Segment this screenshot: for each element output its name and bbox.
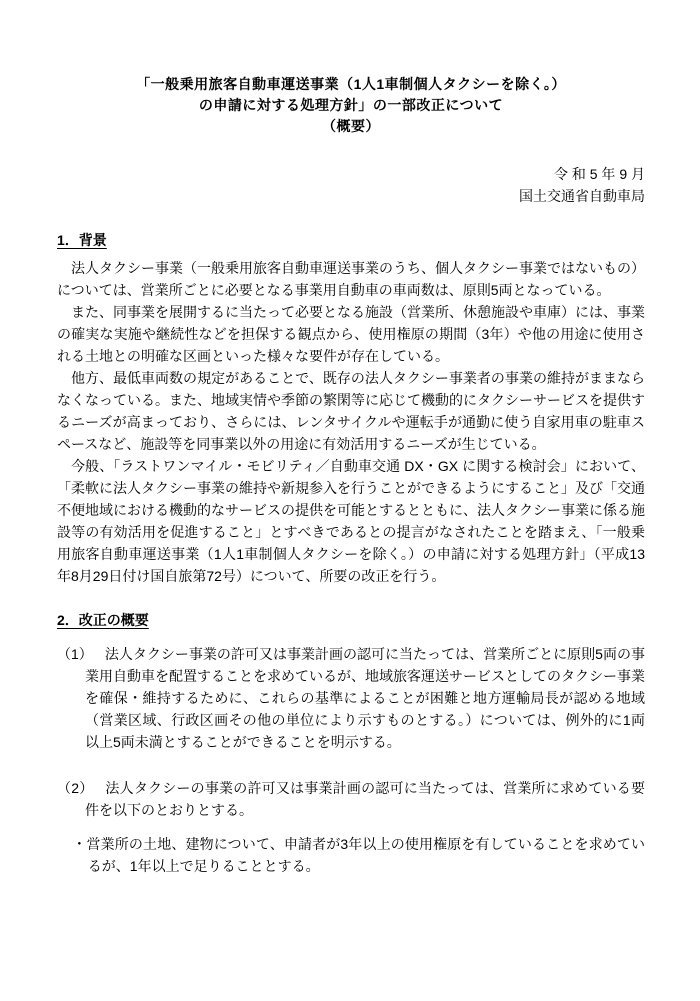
numbered-item-2-text: 法人タクシーの事業の許可又は事業計画の認可に当たっては、営業所に求めている要件を以下のとおりとする。 — [85, 780, 645, 818]
numbered-item-1-text: 法人タクシー事業の許可又は事業計画の認可に当たっては、営業所ごとに原則5両の事業用自動車を配置することを求めているが、地域旅客運送サービスとしてのタクシー事業を確保・維持するために、これらの基準によることが困難と地方運輸局長が認める地域（営業区域、行政区画その他の単位により示すものとする。）については、例外的に1両以上5両未満とすることができることを明示する。 — [85, 646, 645, 750]
byline-block — [57, 163, 645, 207]
background-paragraph-3: 他方、最低車両数の規定があることで、既存の法人タクシー事業者の事業の維持がままならなくなっている。また、地域実情や季節の繁閑等に応じて機動的にタクシーサービスを提供するニーズが高まっており、さらには、レンタサイクルや運転手が通勤に使う自家用車の駐車スペースなど、施設等を同事業以外の用途に有効活用するニーズが生じている。 — [57, 370, 645, 452]
section1-heading — [57, 229, 645, 251]
background-paragraph-1: 法人タクシー事業（一般乗用旅客自動車運送事業のうち、個人タクシー事業ではないもの）については、営業所ごとに必要となる事業用自動車の車両数は、原則5両となっている。 — [57, 260, 645, 298]
document-date: 令 和 5 年 9 月 — [553, 166, 645, 182]
document-title — [57, 74, 645, 137]
numbered-item-1-label: （1） — [57, 646, 93, 662]
numbered-item-1 — [57, 643, 645, 753]
title-line-2: の申請に対する処理方針」の一部改正について — [198, 97, 504, 113]
background-paragraph-2: また、同事業を展開するに当たって必要となる施設（営業所、休憩施設や車庫）には、事業の確実な実施や継続性などを担保する観点から、使用権原の期間（3年）や他の用途に使用される土地との明確な区画といった様々な要件が存在している。 — [57, 304, 645, 364]
bullet-item-1: ・営業所の土地、建物について、申請者が3年以上の使用権原を有していることを求めているが、1年以上で足りることとする。 — [72, 836, 645, 874]
section-background — [57, 229, 645, 587]
background-paragraph-4: 今般、「ラストワンマイル・モビリティ／自動車交通 DX・GX に関する検討会」において、「柔軟に法人タクシー事業の維持や新規参入を行うことができるようにすること」及び「交通不便地域における機動的なサービスの提供を可能とするとともに、法人タクシー事業に係る施設等の有効活用を促進すること」とすべきであるとの提言がなされたことを踏まえ、「一般乗用旅客自動車運送事業（1人1車制個人タクシーを除く。）の申請に対する処理方針」（平成13年8月29日付け国自旅第72号）について、所要の改正を行う。 — [57, 458, 645, 584]
document-agency: 国土交通省自動車局 — [519, 188, 645, 204]
section2-heading-text: 2．改正の概要 — [57, 612, 149, 628]
section1-heading-text: 1．背景 — [57, 232, 107, 248]
title-line-1: 「一般乗用旅客自動車運送事業（1人1車制個人タクシーを除く。） — [136, 76, 566, 92]
section2-heading — [57, 609, 645, 631]
numbered-item-2 — [57, 777, 645, 821]
section-revision-outline — [57, 609, 645, 877]
numbered-item-2-label: （2） — [57, 780, 94, 796]
title-line-3: （概要） — [322, 118, 380, 134]
